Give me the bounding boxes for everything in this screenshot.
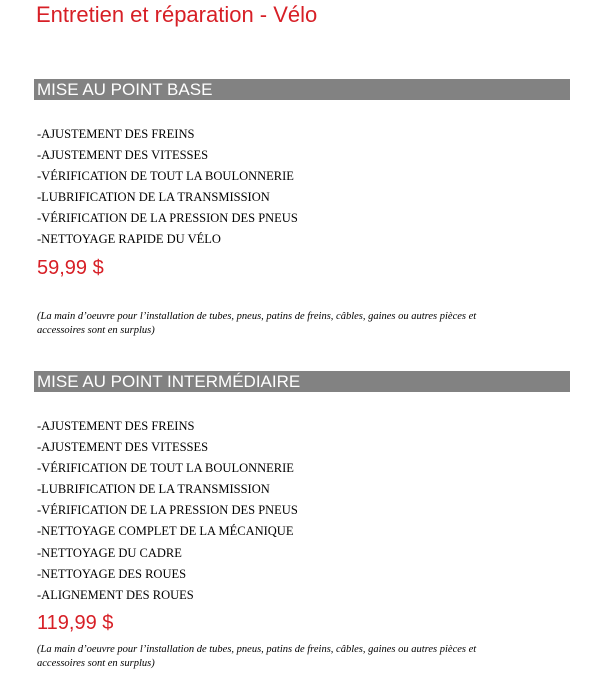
list-item: -NETTOYAGE DES ROUES (37, 566, 187, 581)
page-title: Entretien et réparation - Vélo (36, 2, 318, 27)
section-heading-base: MISE AU POINT BASE (34, 79, 570, 100)
list-item: -LUBRIFICATION DE LA TRANSMISSION (37, 190, 270, 205)
list-item: -NETTOYAGE RAPIDE DU VÉLO (37, 232, 221, 247)
list-item: -VÉRIFICATION DE LA PRESSION DES PNEUS (37, 211, 298, 226)
list-item: -AJUSTEMENT DES FREINS (37, 127, 195, 141)
labour-note-base: (La main d’oeuvre pour l’installation de tubes, pneus, patins de freins, câbles, gaines ou autres pièces et accessoires sont en surplus) (37, 311, 477, 336)
list-item: -VÉRIFICATION DE TOUT LA BOULONNERIE (37, 169, 294, 184)
list-item: -NETTOYAGE DU CADRE (37, 545, 182, 560)
service-list-base (37, 124, 298, 251)
list-item: -NETTOYAGE COMPLET DE LA MÉCANIQUE (37, 524, 294, 539)
price-intermediate: 119,99 $ (37, 612, 114, 634)
section-heading-intermediate: MISE AU POINT INTERMÉDIAIRE (34, 371, 570, 392)
list-item: -ALIGNEMENT DES ROUES (37, 587, 194, 602)
list-item: -VÉRIFICATION DE LA PRESSION DES PNEUS (37, 503, 298, 518)
list-item: -VÉRIFICATION DE TOUT LA BOULONNERIE (37, 461, 294, 476)
list-item: -AJUSTEMENT DES VITESSES (37, 148, 209, 163)
list-item: -LUBRIFICATION DE LA TRANSMISSION (37, 482, 270, 497)
price-base: 59,99 $ (37, 257, 104, 279)
list-item: -AJUSTEMENT DES FREINS (37, 419, 195, 433)
list-item: -AJUSTEMENT DES VITESSES (37, 440, 209, 455)
service-list-intermediate (37, 416, 298, 606)
labour-note-intermediate: (La main d’oeuvre pour l’installation de tubes, pneus, patins de freins, câbles, gaines ou autres pièces et accessoires sont en surplus) (37, 644, 477, 669)
